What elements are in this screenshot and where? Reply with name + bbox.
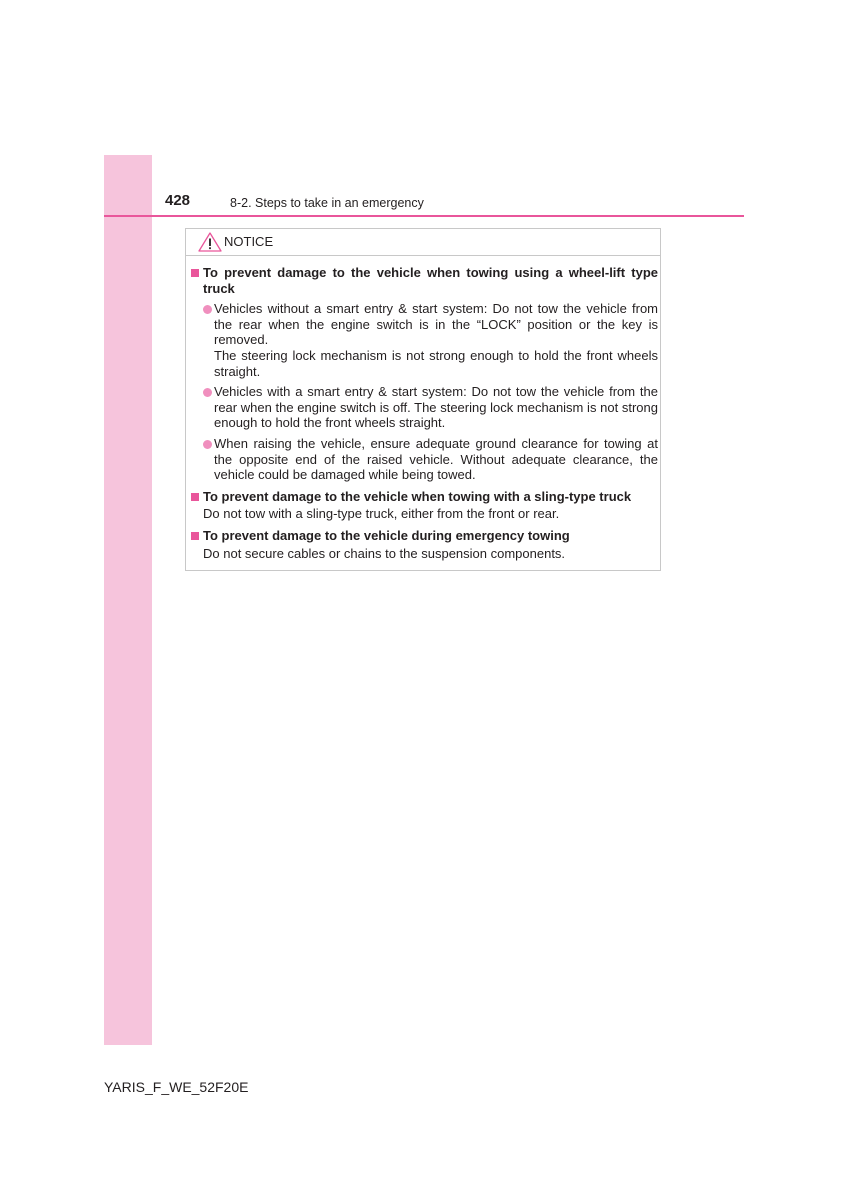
section-heading: To prevent damage to the vehicle when towing with a sling-type truck <box>190 489 658 505</box>
section-heading: To prevent damage to the vehicle during emergency towing <box>190 528 658 544</box>
notice-header <box>186 229 660 256</box>
notice-content <box>190 265 658 561</box>
section-body: Do not tow with a sling-type truck, either from the front or rear. <box>203 506 560 522</box>
section-body: Do not secure cables or chains to the suspension components. <box>203 545 566 561</box>
notice-label: NOTICE <box>224 234 274 249</box>
list-item <box>190 384 658 431</box>
notice-box <box>185 228 661 571</box>
square-bullet-icon <box>191 532 199 540</box>
list-item-extra-text: The steering lock mechanism is not strong enough to hold the front wheels straight. <box>214 347 658 379</box>
footer-document-code: YARIS_F_WE_52F20E <box>104 1079 249 1095</box>
list-item <box>190 301 658 379</box>
circle-bullet-icon <box>203 440 212 449</box>
list-item-text: Vehicles without a smart entry & start system: Do not tow the vehicle from the rear when the engine switch is in the “LOCK” position or the key is removed. <box>214 301 658 348</box>
chapter-side-tab <box>104 155 152 1045</box>
header-rule <box>104 215 744 217</box>
notice-section <box>190 265 658 483</box>
square-bullet-icon <box>191 493 199 501</box>
circle-bullet-icon <box>203 305 212 314</box>
notice-section <box>190 489 658 522</box>
list-item <box>190 436 658 483</box>
notice-section <box>190 528 658 561</box>
section-heading: To prevent damage to the vehicle when towing using a wheel-lift type truck <box>190 265 658 296</box>
square-bullet-icon <box>191 269 199 277</box>
circle-bullet-icon <box>203 388 212 397</box>
list-item-text: When raising the vehicle, ensure adequate ground clearance for towing at the opposite end of the raised vehicle. Without adequate clearance, the vehicle could be damaged while being towed. <box>214 435 658 483</box>
warning-triangle-icon <box>198 232 222 252</box>
list-item-text: Vehicles with a smart entry & start system: Do not tow the vehicle from the rear when the engine switch is off. The steering lock mechanism is not strong enough to hold the front wheels straight. <box>214 384 658 431</box>
section-title: 8-2. Steps to take in an emergency <box>230 196 424 210</box>
page-number: 428 <box>165 192 191 209</box>
